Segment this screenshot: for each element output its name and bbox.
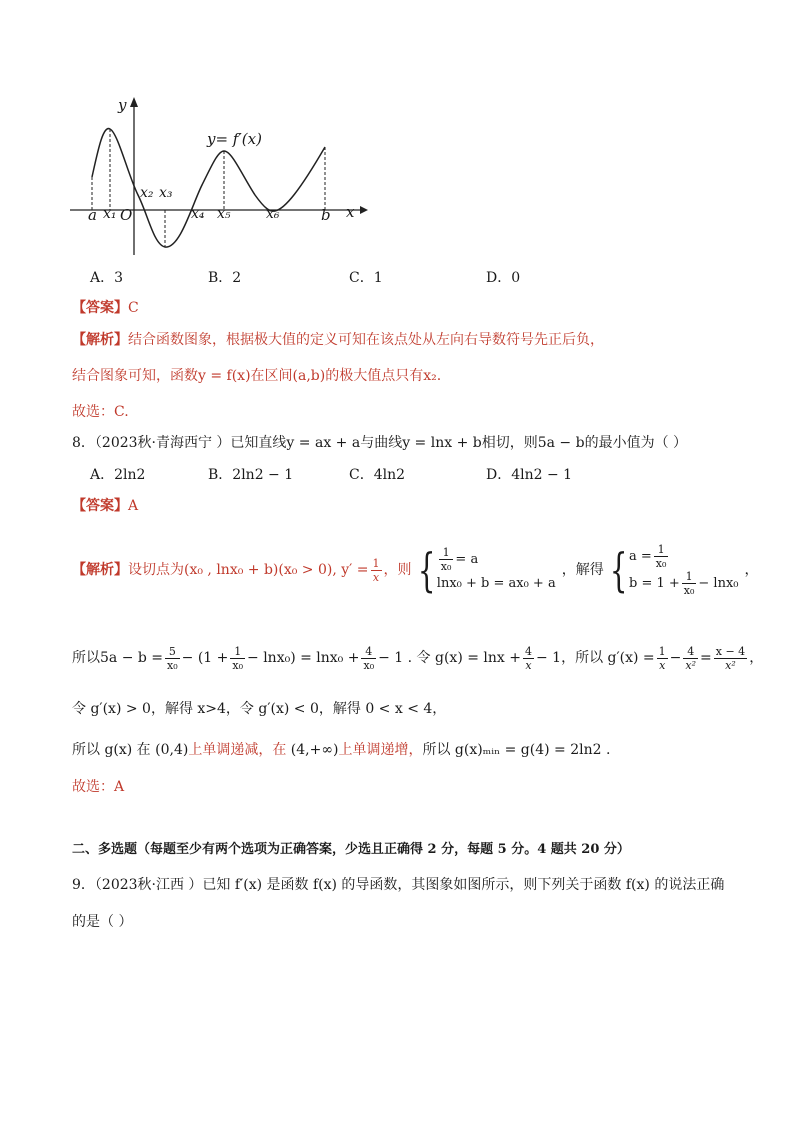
q7-answer: 【答案】C <box>72 300 139 316</box>
q7-analysis: 【解析】结合函数图象，根据极大值的定义可知在该点处从左向右导数符号先正后负， <box>72 332 604 348</box>
q7-option-b: B．2 <box>208 270 242 286</box>
q9-stem-line2: 的是（ ） <box>72 914 133 930</box>
q8-analysis-line2: 所以5a − b = $\frac{5}{\text{x₀}}$ − (1 + $\frac{1}{\text{x₀}}$ − lnx₀) = lnx₀ + $\frac{4}{\text{x₀}}$ − 1 . 令 g(x) = lnx + $\frac{4}{x}$ − 1，所以 g′(x) = $\frac{1}{x}$ − $\frac{4}{\text{x²}}$ = $\frac{x - 4}{\text{x²}}$ ， <box>72 644 764 672</box>
q8-option-c: C．4ln2 <box>349 467 406 483</box>
q8-choice: 故选：A <box>72 779 125 795</box>
q7-choice: 故选：C. <box>72 404 129 420</box>
tick-x1: x₁ <box>103 206 117 222</box>
derivative-graph <box>70 95 370 260</box>
q7-analysis-line2: 结合图象可知，函数y = f(x)在区间(a,b)的极大值点只有x₂. <box>72 368 442 384</box>
q7-option-a: A．3 <box>90 270 124 286</box>
tick-b: b <box>321 206 331 224</box>
tick-x3: x₃ <box>159 185 173 201</box>
q7-option-d: D．0 <box>486 270 521 286</box>
q8-analysis-line1: 【解析】 设切点为(x₀ , lnx₀ + b)(x₀ > 0), y′ = $\frac{1}{x}$ ，则 { $\frac{1}{\text{x₀}}$ = a lnx₀ + b = ax₀ + a ，解得 { a = $\frac{1}{\text{x₀}}$ b = 1 + $\frac{1}{\text{x₀}}$ − lnx₀ ， <box>72 543 759 597</box>
q8-option-a: A．2ln2 <box>90 467 146 483</box>
q8-option-b: B．2ln2 − 1 <box>208 467 294 483</box>
q7-option-c: C．1 <box>349 270 383 286</box>
q8-option-d: D．4ln2 − 1 <box>486 467 573 483</box>
section-heading: 二、多选题（每题至少有两个选项为正确答案，少选且正确得 2 分，每题 5 分。4 题共 20 分） <box>72 842 630 857</box>
tick-a: a <box>88 206 97 224</box>
y-axis-label: y <box>118 96 127 114</box>
q8-stem: 8．（2023秋·青海西宁 ）已知直线y = ax + a与曲线y = lnx + b相切，则5a − b的最小值为（ ） <box>72 435 688 451</box>
tick-x4: x₄ <box>191 206 205 222</box>
q8-analysis-line3: 令 g′(x) > 0，解得 x>4，令 g′(x) < 0，解得 0 < x < 4， <box>72 701 447 717</box>
origin-label: O <box>120 206 133 224</box>
q8-analysis-line4: 所以 g(x) 在 (0,4)上单调递减，在 (4,+∞)上单调递增，所以 g(x)ₘᵢₙ = g(4) = 2ln2 . <box>72 742 611 758</box>
curve-label: y= f′(x) <box>207 130 262 148</box>
tick-x5: x₅ <box>217 206 231 222</box>
q8-answer: 【答案】A <box>72 498 139 514</box>
tick-x2: x₂ <box>140 185 154 201</box>
tick-x6: x₆ <box>266 206 280 222</box>
x-axis-label: x <box>346 203 355 221</box>
q9-stem-line1: 9．（2023秋·江西 ）已知 f′(x) 是函数 f(x) 的导函数，其图象如图所示，则下列关于函数 f(x) 的说法正确 <box>72 877 725 893</box>
